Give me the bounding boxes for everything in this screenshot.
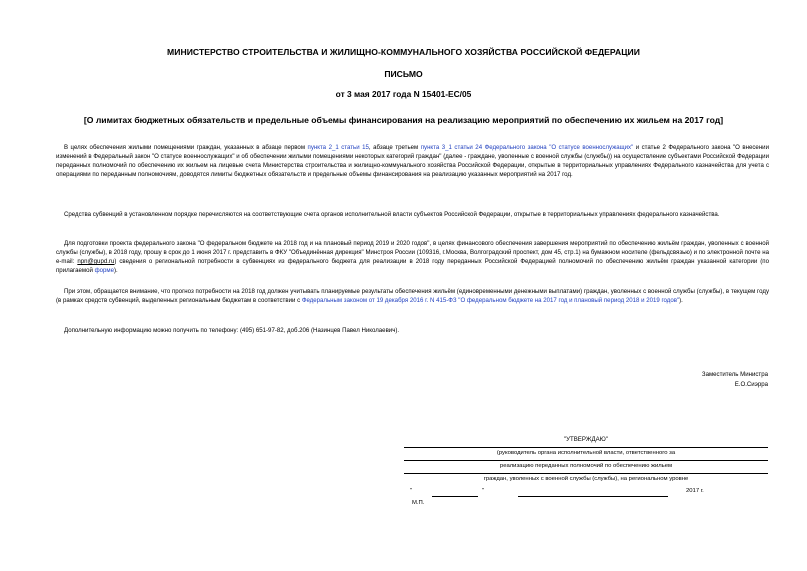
p3-text-2: ) сведения о региональной потребности в субвенциях из федерального бюджета для реализации в 2018 году переданных Российской Федерацией полномочий по обеспечению жильём граждан указанной категории (по прилагаемой xyxy=(56,258,770,275)
approval-title: "УТВЕРЖДАЮ" xyxy=(563,436,609,443)
p3-text-3: ). xyxy=(113,267,118,275)
month-blank-line xyxy=(518,496,668,497)
paragraph-2: Средства субвенций в установленном порядке перечисляются на соответствующие счета органов исполнительной власти субъектов Российской Федерации, открытые в территориальных управлениях федерального казначейства. xyxy=(64,211,720,218)
day-blank-line xyxy=(432,496,478,497)
paragraph-4 xyxy=(56,287,769,305)
approval-line-2: реализацию переданных полномочий по обеспечению жильем xyxy=(499,463,673,469)
link-article-24[interactable]: пункта 3_1 статьи 24 Федерального закона "О статусе военнослужащих" xyxy=(420,144,634,151)
divider-line xyxy=(404,447,768,448)
p3-text-1: Для подготовки проекта федерального закона "О федеральном бюджете на 2018 год и на плановый период 2019 и 2020 годов", в целях финансового обеспечения завершения мероприятий по обеспечению жильём граждан, уволенных с военной службы (службы), в 2018 году, прошу в срок до 1 июня 2017 г. представить в ФКУ "Объединённая дирекция" Минстроя России (109316, г.Москва, Волгоградский проспект, дом 45, стр.1) на бумажном носителе (фельдсвязью) и по электронной почте на e-mail: xyxy=(56,240,769,266)
approval-year: 2017 г. xyxy=(686,488,704,494)
approval-line-1: (руководитель органа исполнительной власти, ответственного за xyxy=(496,450,676,456)
p4-text-1: При этом, обращается внимание, что прогноз потребности на 2018 год должен учитывать планируемые результаты обеспечения жильём (единовременными денежными выплатами) граждан, уволенных с военной службы (службы), в текущем году (в рамках средств субвенций, выделенных региональным бюджетам в соответствии с xyxy=(56,288,769,305)
link-article-15[interactable]: пункта 2_1 статьи 15 xyxy=(307,144,369,151)
divider-line xyxy=(404,473,768,474)
link-federal-law-415[interactable]: Федеральным законом от 19 декабря 2016 г. N 415-ФЗ "О федеральном бюджете на 2017 год и плановый период 2018 и 2019 годов" xyxy=(301,297,680,305)
p4-text-2: ). xyxy=(679,297,683,305)
link-form[interactable]: форме xyxy=(94,267,114,275)
divider-line xyxy=(404,460,768,461)
seal-placeholder: М.П. xyxy=(412,500,425,506)
document-date-number: от 3 мая 2017 года N 15401-ЕС/05 xyxy=(335,89,472,99)
email-link[interactable]: npn@gupd.ru xyxy=(77,258,115,266)
paragraph-3 xyxy=(56,239,769,275)
quote-close: " xyxy=(482,488,485,494)
ministry-heading: МИНИСТЕРСТВО СТРОИТЕЛЬСТВА И ЖИЛИЩНО-КОММУНАЛЬНОГО ХОЗЯЙСТВА РОССИЙСКОЙ ФЕДЕРАЦИИ xyxy=(167,47,640,57)
signature-name: Е.О.Сиэрра xyxy=(734,380,768,388)
signature-position: Заместитель Министра xyxy=(701,371,768,378)
quote-open: " xyxy=(410,488,413,494)
paragraph-1 xyxy=(56,143,769,179)
document-title: [О лимитах бюджетных обязательств и предельные объемы финансирования на реализацию мероприятий по обеспечению их жильем на 2017 год] xyxy=(83,115,724,125)
p1-text-2: , абзаце третьем xyxy=(368,144,421,151)
document-type: ПИСЬМО xyxy=(384,69,423,79)
approval-line-3: граждан, уволенных с военной службы (службы), на региональном уровне xyxy=(483,476,689,482)
p1-text-1: В целях обеспечения жилыми помещениями граждан, указанных в абзаце первом xyxy=(64,144,308,151)
p1-text-3: и статье 2 Федерального закона "О внесении изменений в Федеральный закон "О статусе военнослужащих" и об обеспечении жилыми помещениями некоторых категорий граждан" (далее - граждане, уволенные с военной службы (службы)) на осуществление субъектами Российской Федерации переданных полномочий по обеспечению их жильем на лицевые счета Министерства строительства и жилищно-коммунального хозяйства Российской Федерации, открытые в территориальных управлениях Федерального казначейства для учета с операциями по переданным полномочиям, доводятся лимиты бюджетных обязательств и предельные объемы финансирования на реализацию указанных мероприятий на 2017 год. xyxy=(56,144,769,179)
approval-date-row xyxy=(404,488,768,498)
paragraph-5: Дополнительную информацию можно получить по телефону: (495) 651-97-82, доб.206 (Назинцев Павел Николаевич). xyxy=(64,327,400,334)
signature-block xyxy=(702,370,768,389)
